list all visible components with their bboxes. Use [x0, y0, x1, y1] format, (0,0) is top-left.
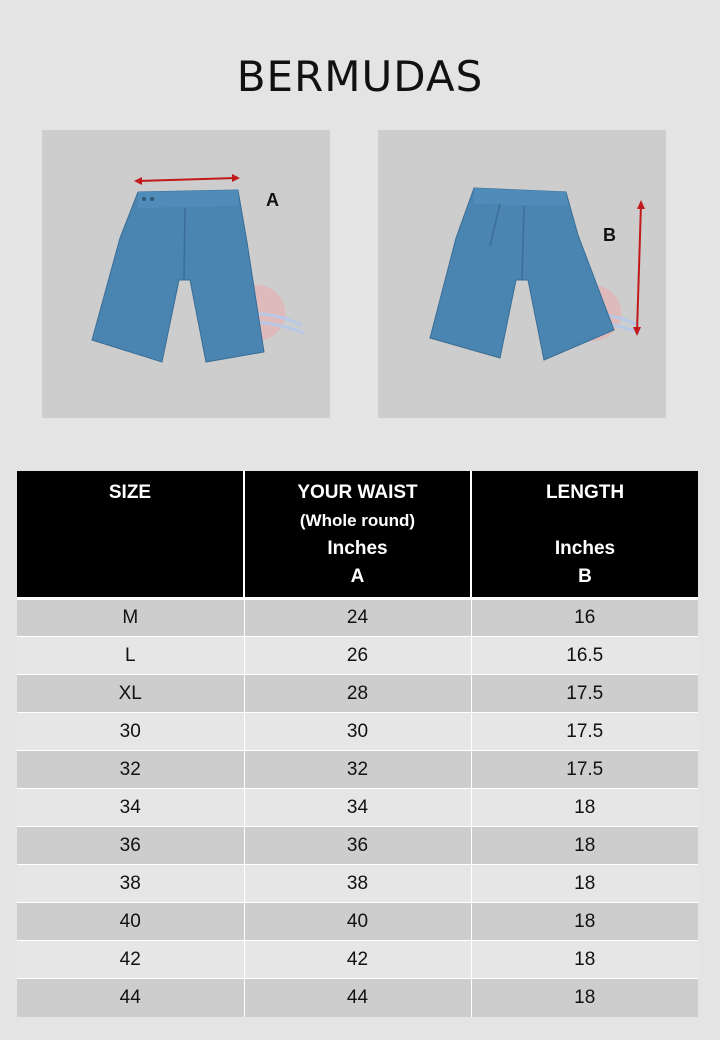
- length-cell: 16.5: [471, 637, 698, 675]
- table-row: [17, 675, 698, 713]
- table-row: [17, 751, 698, 789]
- shorts-front-icon: [42, 130, 330, 418]
- header-waist-marker: A: [350, 566, 365, 587]
- marker-b: B: [603, 225, 616, 245]
- size-cell: 32: [17, 751, 244, 789]
- shorts-front-photo: [42, 130, 330, 418]
- table-header-row: [17, 471, 698, 599]
- table-row: [17, 713, 698, 751]
- length-cell: 18: [471, 865, 698, 903]
- header-length: [471, 471, 698, 599]
- size-cell: L: [17, 637, 244, 675]
- waist-cell: 38: [244, 865, 471, 903]
- length-cell: 18: [471, 903, 698, 941]
- waist-cell: 28: [244, 675, 471, 713]
- waist-cell: 44: [244, 979, 471, 1017]
- size-cell: M: [17, 599, 244, 637]
- shorts-back-photo: [378, 130, 666, 418]
- marker-a: A: [266, 190, 279, 210]
- table-row: [17, 637, 698, 675]
- page-title: BERMUDAS: [236, 52, 484, 101]
- header-waist: [244, 471, 471, 599]
- size-cell: 44: [17, 979, 244, 1017]
- length-cell: 18: [471, 827, 698, 865]
- waist-cell: 26: [244, 637, 471, 675]
- header-size-label: SIZE: [108, 482, 152, 503]
- size-cell: 40: [17, 903, 244, 941]
- header-waist-sub: (Whole round): [299, 511, 416, 530]
- table-row: [17, 789, 698, 827]
- table-row: [17, 941, 698, 979]
- shorts-back-icon: [378, 130, 666, 418]
- table-row: [17, 979, 698, 1017]
- header-length-label: LENGTH: [545, 482, 625, 503]
- header-waist-label: YOUR WAIST: [297, 482, 418, 503]
- size-cell: 30: [17, 713, 244, 751]
- header-length-marker: B: [578, 566, 592, 587]
- length-cell: 16: [471, 599, 698, 637]
- length-cell: 18: [471, 941, 698, 979]
- size-cell: 36: [17, 827, 244, 865]
- size-cell: XL: [17, 675, 244, 713]
- size-cell: 34: [17, 789, 244, 827]
- size-cell: 42: [17, 941, 244, 979]
- table-row: [17, 903, 698, 941]
- waist-cell: 24: [244, 599, 471, 637]
- table-row: [17, 827, 698, 865]
- waist-cell: 32: [244, 751, 471, 789]
- length-cell: 18: [471, 789, 698, 827]
- table-row: [17, 865, 698, 903]
- length-cell: 17.5: [471, 675, 698, 713]
- length-cell: 18: [471, 979, 698, 1017]
- waist-cell: 30: [244, 713, 471, 751]
- header-size: [17, 471, 244, 599]
- waist-cell: 40: [244, 903, 471, 941]
- waist-cell: 36: [244, 827, 471, 865]
- size-chart-table: [17, 471, 698, 1017]
- header-length-unit: Inches: [554, 538, 616, 559]
- waist-cell: 34: [244, 789, 471, 827]
- table-row: [17, 599, 698, 637]
- header-waist-unit: Inches: [327, 538, 388, 559]
- length-cell: 17.5: [471, 751, 698, 789]
- size-cell: 38: [17, 865, 244, 903]
- length-cell: 17.5: [471, 713, 698, 751]
- waist-cell: 42: [244, 941, 471, 979]
